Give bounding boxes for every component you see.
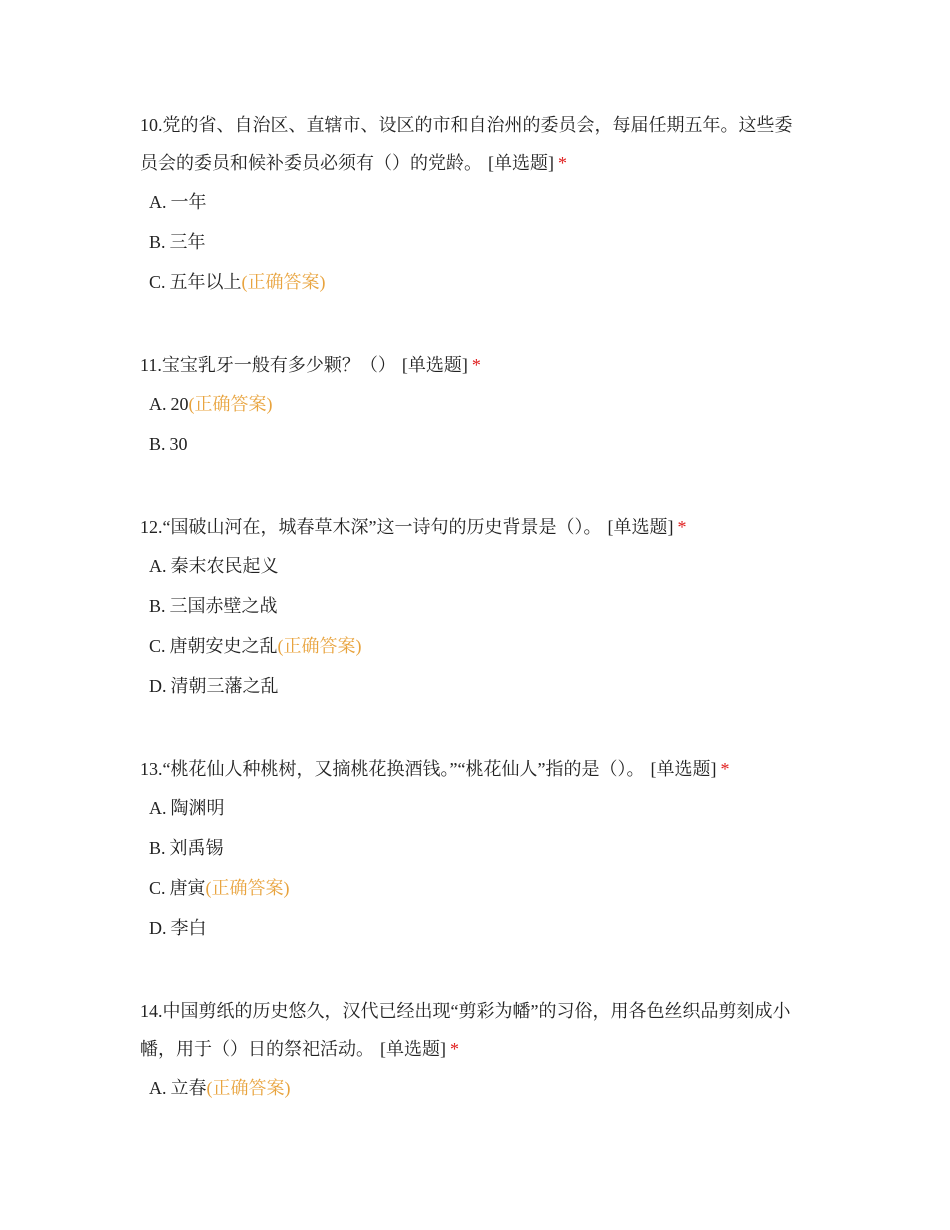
option-b[interactable]: B. 三年 — [149, 232, 206, 252]
required-marker: * — [471, 355, 481, 375]
option-a[interactable]: A. 立春(正确答案) — [149, 1078, 291, 1098]
option-d[interactable]: D. 李白 — [149, 918, 207, 938]
correct-answer-label: (正确答案) — [205, 878, 290, 898]
option-b[interactable]: B. 30 — [149, 434, 188, 454]
question-type-tag: [单选题] — [401, 355, 468, 375]
correct-answer-label: (正确答案) — [206, 1078, 291, 1098]
option-list — [149, 392, 810, 472]
question-type-tag: [单选题] — [607, 517, 674, 537]
correct-answer-label: (正确答案) — [241, 272, 326, 292]
correct-answer-label: (正确答案) — [188, 394, 273, 414]
question-13 — [140, 750, 810, 956]
option-list — [149, 796, 810, 956]
required-marker: * — [558, 153, 567, 173]
question-text: 13.“桃花仙人种桃树，又摘桃花换酒钱。”“桃花仙人”指的是（）。 [单选题] * — [140, 759, 730, 779]
option-c[interactable]: C. 五年以上(正确答案) — [149, 272, 326, 292]
question-12 — [140, 508, 810, 714]
option-list — [149, 1076, 810, 1116]
option-a[interactable]: A. 陶渊明 — [149, 798, 225, 818]
option-c[interactable]: C. 唐寅(正确答案) — [149, 878, 290, 898]
option-b[interactable]: B. 刘禹锡 — [149, 838, 224, 858]
correct-answer-label: (正确答案) — [277, 636, 362, 656]
question-14 — [140, 992, 810, 1116]
required-marker: * — [677, 517, 687, 537]
option-a[interactable]: A. 秦末农民起义 — [149, 556, 279, 576]
option-a[interactable]: A. 20(正确答案) — [149, 394, 273, 414]
question-10 — [140, 106, 810, 310]
question-11 — [140, 346, 810, 472]
required-marker: * — [450, 1039, 459, 1059]
option-b[interactable]: B. 三国赤壁之战 — [149, 596, 278, 616]
option-a[interactable]: A. 一年 — [149, 192, 207, 212]
option-d[interactable]: D. 清朝三藩之乱 — [149, 676, 279, 696]
question-text: 14.中国剪纸的历史悠久，汉代已经出现“剪彩为幡”的习俗，用各色丝织品剪刻成小幡，用于（）日的祭祀活动。 [单选题] * — [140, 1001, 791, 1059]
question-text: 11.宝宝乳牙一般有多少颗？（） [单选题] * — [140, 355, 481, 375]
required-marker: * — [720, 759, 730, 779]
question-type-tag: [单选题] — [488, 153, 554, 173]
option-list — [149, 190, 810, 310]
question-type-tag: [单选题] — [650, 759, 717, 779]
option-list — [149, 554, 810, 714]
option-c[interactable]: C. 唐朝安史之乱(正确答案) — [149, 636, 362, 656]
question-type-tag: [单选题] — [380, 1039, 446, 1059]
question-text: 12.“国破山河在，城春草木深”这一诗句的历史背景是（）。 [单选题] * — [140, 517, 687, 537]
question-text: 10.党的省、自治区、直辖市、设区的市和自治州的委员会，每届任期五年。这些委员会的委员和候补委员必须有（）的党龄。 [单选题] * — [140, 115, 793, 173]
